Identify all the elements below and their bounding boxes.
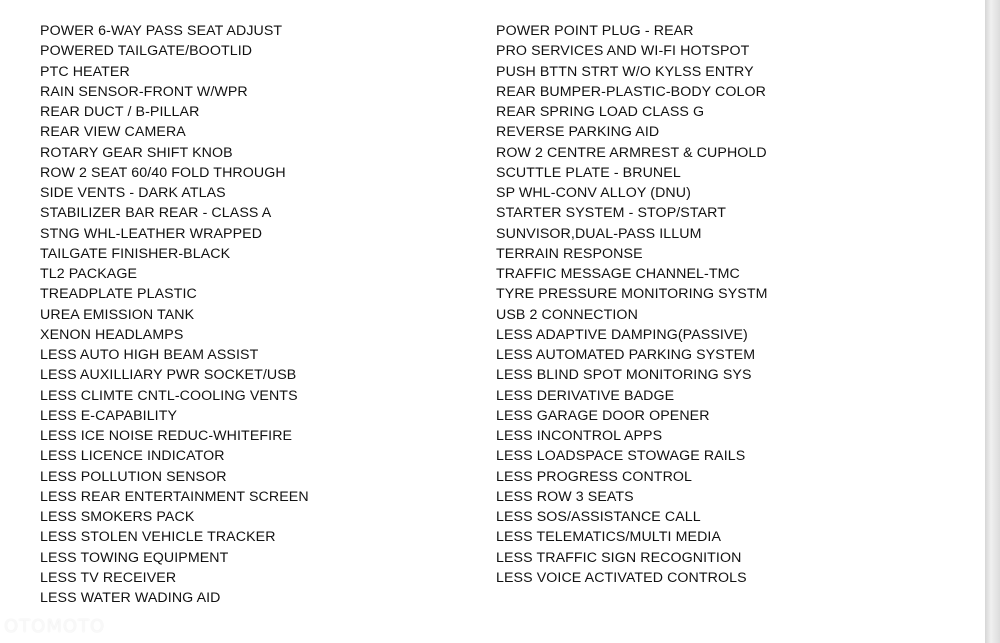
left-feature-list [40,21,309,608]
feature-item: REAR BUMPER-PLASTIC-BODY COLOR [496,83,766,100]
feature-item: TERRAIN RESPONSE [496,245,643,262]
feature-item: TL2 PACKAGE [40,266,138,282]
feature-item: LESS AUTOMATED PARKING SYSTEM [496,347,756,363]
feature-item: TAILGATE FINISHER-BLACK [40,245,231,262]
feature-item: LESS REAR ENTERTAINMENT SCREEN [40,488,309,505]
feature-item: LESS TV RECEIVER [40,569,177,586]
feature-item: USB 2 CONNECTION [496,306,638,323]
feature-item: LESS INCONTROL APPS [496,428,663,444]
feature-item: PTC HEATER [40,63,130,80]
feature-item: LESS TELEMATICS/MULTI MEDIA [496,529,722,546]
feature-item: TYRE PRESSURE MONITORING SYSTM [496,286,768,303]
feature-item: LESS AUTO HIGH BEAM ASSIST [40,347,259,363]
feature-item: REVERSE PARKING AID [496,124,660,141]
feature-item: LESS DERIVATIVE BADGE [496,387,675,404]
feature-item: STABILIZER BAR REAR - CLASS A [40,205,272,222]
feature-item: ROTARY GEAR SHIFT KNOB [40,144,233,161]
feature-item: POWER POINT PLUG - REAR [496,23,694,39]
feature-item: UREA EMISSION TANK [40,306,195,323]
feature-item: REAR DUCT / B-PILLAR [40,104,200,120]
feature-item: LESS CLIMTE CNTL-COOLING VENTS [40,387,298,404]
feature-item: SCUTTLE PLATE - BRUNEL [496,164,681,181]
feature-item: LESS ICE NOISE REDUC-WHITEFIRE [40,428,293,444]
feature-item: LESS ADAPTIVE DAMPING(PASSIVE) [496,326,748,343]
page-edge [985,0,1000,643]
feature-item: LESS ROW 3 SEATS [496,488,634,505]
feature-item: TRAFFIC MESSAGE CHANNEL-TMC [496,266,740,282]
feature-item: SIDE VENTS - DARK ATLAS [40,185,226,201]
feature-item: RAIN SENSOR-FRONT W/WPR [40,83,248,100]
feature-item: REAR SPRING LOAD CLASS G [496,104,705,120]
feature-item: STARTER SYSTEM - STOP/START [496,205,726,222]
feature-item: PRO SERVICES AND WI-FI HOTSPOT [496,43,750,60]
feature-item: REAR VIEW CAMERA [40,124,186,141]
feature-item: LESS TRAFFIC SIGN RECOGNITION [496,549,742,566]
feature-item: LESS E-CAPABILITY [40,407,178,424]
feature-item: LESS VOICE ACTIVATED CONTROLS [496,569,747,586]
feature-item: LESS WATER WADING AID [40,590,221,606]
feature-item: XENON HEADLAMPS [40,326,184,343]
feature-item: LESS TOWING EQUIPMENT [40,549,229,566]
feature-item: LESS LICENCE INDICATOR [40,448,225,465]
feature-item: LESS SOS/ASSISTANCE CALL [496,509,701,525]
feature-item: LESS BLIND SPOT MONITORING SYS [496,367,752,384]
feature-item: LESS LOADSPACE STOWAGE RAILS [496,448,746,465]
feature-item: SP WHL-CONV ALLOY (DNU) [496,185,691,201]
feature-item: POWERED TAILGATE/BOOTLID [40,43,253,60]
feature-item: SUNVISOR,DUAL-PASS ILLUM [496,225,702,242]
feature-item: LESS AUXILLIARY PWR SOCKET/USB [40,367,297,384]
feature-item: TREADPLATE PLASTIC [40,286,197,303]
feature-item: POWER 6-WAY PASS SEAT ADJUST [40,23,283,39]
feature-item: LESS STOLEN VEHICLE TRACKER [40,529,276,546]
watermark-logo: OTOMOTO [4,616,106,637]
feature-item: LESS POLLUTION SENSOR [40,468,227,485]
feature-item: ROW 2 CENTRE ARMREST & CUPHOLD [496,144,767,161]
feature-item: LESS SMOKERS PACK [40,509,195,525]
right-feature-list [496,21,768,588]
feature-item: STNG WHL-LEATHER WRAPPED [40,225,263,242]
feature-item: ROW 2 SEAT 60/40 FOLD THROUGH [40,164,286,181]
feature-item: LESS GARAGE DOOR OPENER [496,407,710,424]
feature-item: PUSH BTTN STRT W/O KYLSS ENTRY [496,63,754,80]
feature-item: LESS PROGRESS CONTROL [496,468,693,485]
